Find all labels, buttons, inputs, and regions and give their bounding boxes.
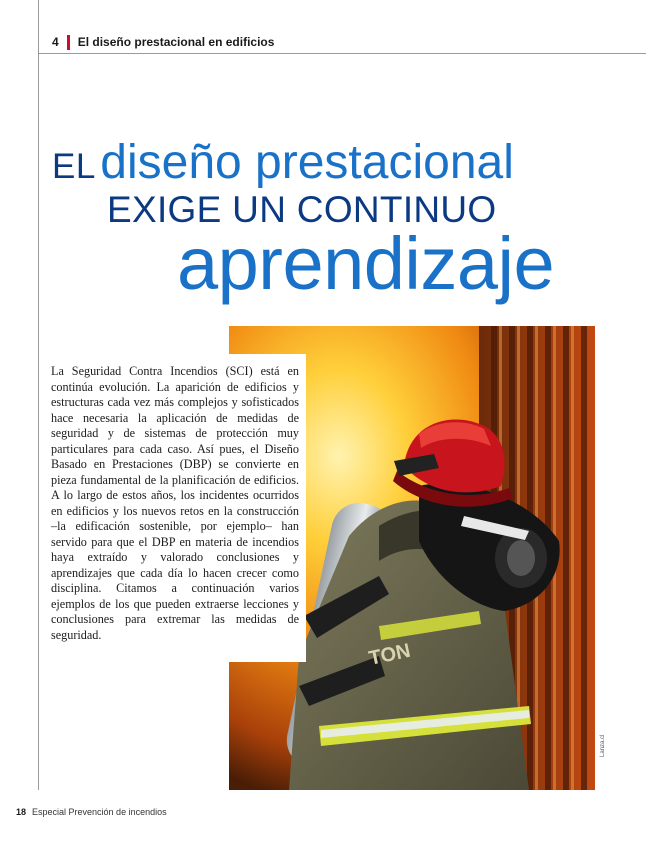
left-margin-rule xyxy=(38,0,39,790)
header-rule xyxy=(38,53,646,54)
title-line-1-small: EL xyxy=(52,147,96,186)
title-line-3: aprendizaje xyxy=(177,222,555,305)
title-line-2: EXIGE UN CONTINUO xyxy=(107,189,497,230)
article-intro-text: La Seguridad Contra Incendios (SCI) está en continúa evolución. La aparición de edificios y estructuras cada vez más complejos y sofisticados hace necesaria la aplicación de medidas de seguridad y de sistemas de protección muy particulares para cada caso. Así pues, el Diseño Basado en Prestaciones (DBP) se convierte en pieza fundamental de la planificación de edificios. A lo largo de estos años, los incidentes ocurridos en edificios y los nuevos retos en la construcción –la edificación sostenible, por ejemplo– han servido para que el DBP en materia de incendios haya extraído y valorado conclusiones y aprendizajes que cada día lo hacen crecer como disciplina. Citamos a continuación varios ejemplos de los que pueden extraerse lecciones y conclusiones para extremar las medidas de seguridad. xyxy=(51,364,299,642)
section-header xyxy=(52,34,274,50)
coat-lettering: TON xyxy=(366,639,413,670)
section-number: 4 xyxy=(52,35,59,49)
title-line-1-big: diseño prestacional xyxy=(100,136,514,189)
page-footer xyxy=(16,807,167,821)
photo-credit: Lanza.cl xyxy=(600,734,606,757)
section-accent-bar xyxy=(67,35,70,50)
publication-name: Especial Prevención de incendios xyxy=(32,807,167,817)
section-title: El diseño prestacional en edificios xyxy=(77,35,275,49)
page-number: 18 xyxy=(16,807,27,817)
